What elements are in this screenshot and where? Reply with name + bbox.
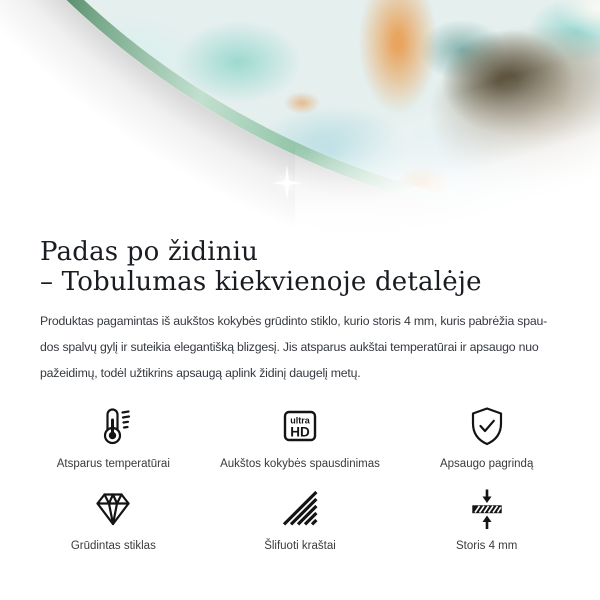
ultra-hd-icon-text-top: ultra [290,415,310,426]
page-title-line2: – Tobulumas kiekvienoje detalėje [40,267,482,297]
feature-label: Atsparus temperatūrai [56,458,170,470]
description-line: pažeidimų, todėl užtikrins apsaugą aplink židinį daugelį metų. [40,366,361,380]
page-title [40,237,560,297]
feature-ultra-hd-print [207,404,394,470]
product-copy [0,237,600,386]
ultra-hd-icon-text-bottom: HD [290,424,310,440]
ultra-hd-icon [278,404,322,448]
thermometer-icon [91,404,135,448]
feature-label: Aukštos kokybės spausdinimas [220,458,380,470]
feature-label: Šlifuoti kraštai [264,540,336,552]
feature-heat-resistant [20,404,207,470]
feature-tempered-glass [20,486,207,552]
description-line: Produktas pagamintas iš aukštos kokybės grūdinto stiklo, kurio storis 4 mm, kuris pabrėžia spau- [40,314,548,328]
feature-polished-edges [207,486,394,552]
thickness-press-icon [465,486,509,530]
page-title-line1: Padas po židiniu [40,237,259,267]
diamond-icon [91,486,135,530]
sparkle-glint-icon [267,163,307,203]
feature-thickness [393,486,580,552]
description-line: dos spalvų gylį ir suteikia elegantišką blizgesį. Jis atsparus aukštai temperatūrai ir apsaugo nuo [40,340,539,354]
feature-protects-base [393,404,580,470]
feature-grid [20,404,580,552]
feature-label: Apsaugo pagrindą [439,458,534,470]
product-description [40,308,560,386]
hero-fade-overlay [295,30,600,234]
polished-edges-icon [278,486,322,530]
feature-label: Grūdintas stiklas [70,540,156,552]
feature-label: Storis 4 mm [455,540,518,552]
product-hero-image [0,0,600,234]
shield-check-icon [465,404,509,448]
